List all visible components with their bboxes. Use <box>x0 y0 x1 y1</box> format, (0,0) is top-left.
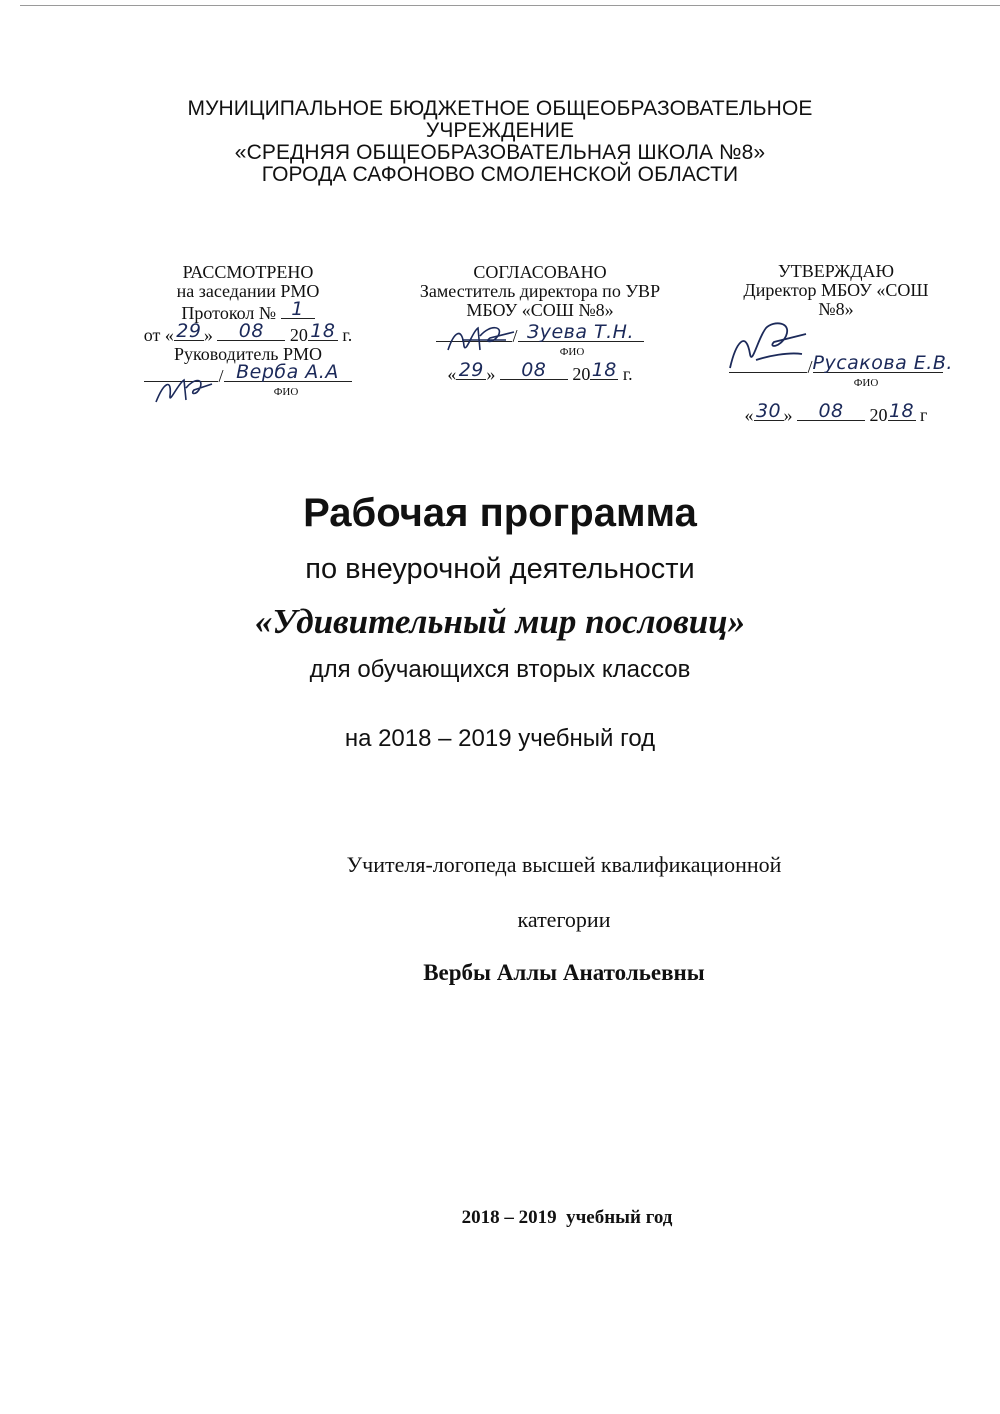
considered-line-1: на заседании РМО <box>176 281 320 301</box>
signature-field <box>436 324 512 342</box>
institution-header <box>150 98 850 186</box>
signature-field <box>729 355 807 373</box>
month-value: 08 <box>818 400 844 422</box>
year-suffix: г <box>920 405 928 425</box>
day-field <box>174 320 204 342</box>
approved-line-2: №8» <box>818 299 854 319</box>
considered-block <box>118 263 378 398</box>
header-line-2: УЧРЕЖДЕНИЕ <box>425 119 575 142</box>
teacher-position: Учителя-логопеда высшей квалификационной <box>346 852 782 877</box>
program-title: Рабочая программа <box>303 491 697 535</box>
year-field <box>590 359 618 381</box>
header-line-1: МУНИЦИПАЛЬНОЕ БЮДЖЕТНОЕ ОБЩЕОБРАЗОВАТЕЛЬНОЕ <box>187 97 813 120</box>
footer-year: 2018 – 2019 учебный год <box>461 1207 673 1228</box>
agreed-date: « 29 » 08 20 18 г. <box>447 359 633 384</box>
signer-name: Русакова Е.В. <box>812 352 953 374</box>
teacher-name: Вербы Аллы Анатольевны <box>423 960 705 985</box>
year-field <box>888 400 916 422</box>
date-prefix: от « <box>143 325 174 345</box>
approved-heading: УТВЕРЖДАЮ <box>777 261 895 281</box>
day-field <box>754 400 784 422</box>
year-field <box>308 320 338 342</box>
agreed-fio-label: ФИО <box>559 346 585 358</box>
signature-field <box>144 364 218 382</box>
approved-signature-row: / Русакова Е.В. <box>706 355 966 377</box>
signer-field <box>224 361 352 383</box>
day-value: 29 <box>458 359 484 381</box>
course-name: «Удивительный мир пословиц» <box>254 602 746 641</box>
signer-field <box>518 321 644 343</box>
month-value: 08 <box>238 320 264 342</box>
day-value: 30 <box>755 400 782 422</box>
year-value: 18 <box>310 320 336 342</box>
agreed-line-2: МБОУ «СОШ №8» <box>466 300 614 320</box>
signer-field <box>812 352 953 374</box>
scan-edge-line <box>20 5 1000 6</box>
month-field <box>797 400 865 422</box>
header-line-3: «СРЕДНЯЯ ОБЩЕОБРАЗОВАТЕЛЬНАЯ ШКОЛА №8» <box>234 141 766 164</box>
approved-line-1: Директор МБОУ «СОШ <box>743 280 929 300</box>
approved-date: « 30 » 08 20 18 г <box>744 400 928 425</box>
year-prefix: 20 <box>572 364 591 384</box>
header-line-4: ГОРОДА САФОНОВО СМОЛЕНСКОЙ ОБЛАСТИ <box>261 163 739 186</box>
year-prefix: 20 <box>869 405 888 425</box>
day-field <box>456 359 486 381</box>
month-value: 08 <box>521 359 547 381</box>
considered-signature-row: / Верба А.А <box>118 364 378 386</box>
agreed-signature-row: / Зуева Т.Н. <box>400 324 680 346</box>
approved-fio-label: ФИО <box>853 377 879 389</box>
year-value: 18 <box>888 400 915 422</box>
teacher-category: категории <box>517 907 611 932</box>
protocol-number: 1 <box>291 298 304 320</box>
signer-name: Верба А.А <box>236 361 339 383</box>
year-suffix: г. <box>622 364 633 384</box>
signer-name: Зуева Т.Н. <box>527 321 634 343</box>
considered-heading: РАССМОТРЕНО <box>182 262 314 282</box>
program-subtitle: по внеурочной деятельности <box>305 553 695 585</box>
agreed-line-1: Заместитель директора по УВР <box>419 281 661 301</box>
audience-line: для обучающихся вторых классов <box>309 656 691 683</box>
month-field <box>500 359 568 381</box>
agreed-heading: СОГЛАСОВАНО <box>473 262 607 282</box>
considered-role: Руководитель РМО <box>173 344 323 364</box>
considered-fio-label: ФИО <box>273 386 299 398</box>
considered-date: от « 29 » 08 20 18 г. <box>143 320 353 345</box>
year-suffix: г. <box>342 325 353 345</box>
protocol-label: Протокол № <box>181 303 277 323</box>
academic-period: на 2018 – 2019 учебный год <box>344 725 656 752</box>
approved-block <box>706 262 966 425</box>
month-field <box>217 320 285 342</box>
day-value: 29 <box>176 320 202 342</box>
agreed-block <box>400 263 680 384</box>
protocol-number-field <box>281 298 315 320</box>
year-prefix: 20 <box>289 325 308 345</box>
year-value: 18 <box>591 359 617 381</box>
